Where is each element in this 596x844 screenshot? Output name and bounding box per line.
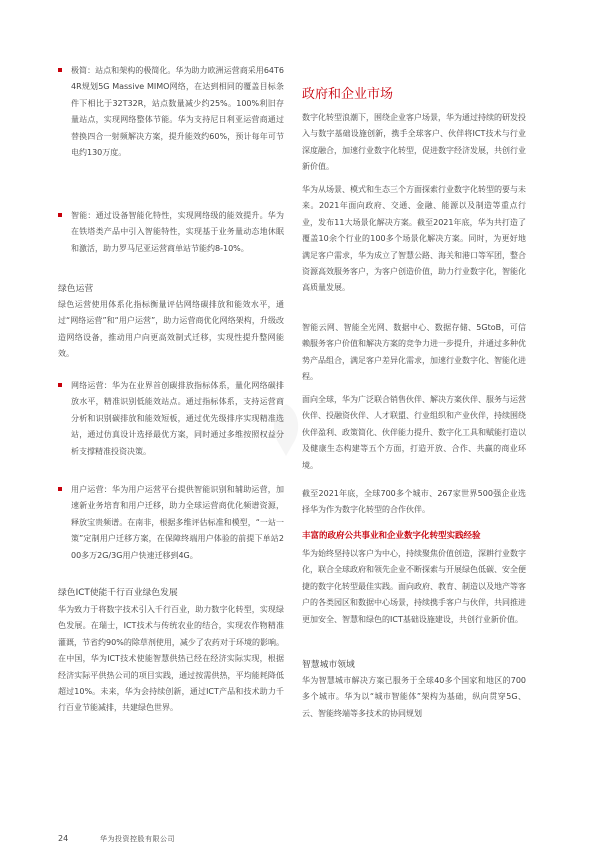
bullet-text: 用户运营：华为用户运营平台提供智能识别和辅助运营，加速新业务培育和用户迁移，助力全球运营商优化频谱资源，释放宝贵频谱。在南非，根据多维评估标准和模型，“一站一策”定制用户迁移方案，在保障终端用户体验的前提下单站200多万2G/3G用户快速迁移到4G。: [71, 485, 284, 560]
paragraph-customers: 截至2021年底，全球700多个城市、267家世界500强企业选择华为作为数字化转型的合作伙伴。: [302, 489, 526, 515]
green-ict-body: 华为致力于将数字技术引入千行百业，助力数字化转型，实现绿色发展。在瑞士，ICT技术与传统农业的结合，实现农作物精准灌溉，节省约90%的除草剂使用，减少了农药对于环境的影响。在中国，华为ICT技术使能智慧供热已经在经济实际实现，根据经济实际平供热公司的项目实践，通过按需供热，平均能耗降低超过10%。未来，华为会持续创新，通过ICT产品和技术助力千行百业节能减排，共建绿色世界。: [58, 605, 284, 713]
paragraph-partners: 面向全球，华为广泛联合销售伙伴、解决方案伙伴、服务与运营伙伴、投融资伙伴、人才联盟、行业组织和产业伙伴，持续围绕伙伴盈利、政策简化、伙伴能力提升、数字化工具和赋能打造以及健康生态构建等五个方面，打造开放、合作、共赢的商业环境。: [302, 395, 526, 470]
green-operations-intro: 绿色运营使用体系化指标衡量评估网络碳排放和能效水平，通过“网络运营”和“用户运营”，助力运营商优化网络架构，升级改造网络设备，推动用户向更高效制式迁移，实现性提升整网能效。: [58, 300, 284, 359]
paragraph-digital-transformation: 数字化转型浪潮下，围绕企业客户场景，华为通过持续的研发投入与数字基础设施创新，携手全球客户、伙伴将ICT技术与行业深度融合，加速行业数字化转型，促进数字经济发展，共创行业新价值。: [302, 113, 526, 172]
heading-smart-city: 智慧城市领域: [302, 660, 355, 670]
paragraph-products: 智能云网、智能全光网、数据中心、数据存储、5GtoB，可信赖服务客户价值和解决方案的竞争力进一步提升，并通过多种优势产品组合，满足客户差异化需求，加速行业数字化、智能化进程。: [302, 323, 526, 382]
bullet-marker: [58, 213, 62, 217]
paragraph-scenario-solutions: 华为从场景、模式和生态三个方面探索行业数字化转型的要与未来。2021年面向政府、交通、金融、能源以及制造等重点行业，发布11大场景化解决方案。截至2021年底，华为共打造了覆盖10余个行业的100多个场景化解决方案。同时，为更好地满足客户需求，华为成立了智慧公路、海关和港口等军团，整合资源高效服务客户，为客户创造价值，助力行业数字化，智能化高质量发展。: [302, 185, 526, 293]
smart-city-body: 华为智慧城市解决方案已服务于全球40多个国家和地区的700多个城市。华为以“城市智能体”架构为基础，纵向贯穿5G、云、智能终端等多技术的协同规划: [302, 676, 526, 718]
bullet-text: 网络运营：华为在业界首创碳排放指标体系，量化网络碳排放水平，精准识别低能效站点。通过指标体系，支持运营商分析和识别碳排放和能效短板，通过优先级排序实现精准选站，通过仿真设计选择最优方案，同时通过多维按照权益分析支撑精准投资决策。: [71, 381, 284, 456]
bullet-item-network-ops: [58, 378, 284, 460]
page-number: 24: [58, 834, 69, 843]
bullet-text: 智能：通过设备智能化特性，实现网络级的能效提升。华为在铁塔类产品中引入智能特性，实现基于业务量动态地休眠和激活，助力罗马尼亚运营商单站节能约8-10%。: [71, 211, 284, 253]
heading-green-operations: 绿色运营: [58, 284, 94, 294]
heading-green-ict: 绿色ICT使能千行百业绿色发展: [58, 588, 178, 598]
footer-company-name: 华为投资控股有限公司: [100, 835, 175, 843]
section-title: 政府和企业市场: [302, 87, 394, 102]
bullet-marker: [58, 383, 62, 387]
bullet-marker: [58, 68, 62, 72]
bullet-marker: [58, 487, 62, 491]
paragraph-practice: 华为始终坚持以客户为中心，持续聚焦价值创造，深耕行业数字化，联合全球政府和领先企业不断探索与开展绿色低碳、安全便捷的数字化转型最佳实践。面向政府、教育、制造以及地产等客户的各类园区和数据中心场景，持续携手客户与伙伴，共同推进更加安全、智慧和绿色的ICT基础设施建设，共创行业新价值。: [302, 549, 526, 624]
bullet-item-simplify: [58, 63, 284, 161]
red-subheading: 丰富的政府公共事业和企业数字化转型实践经验: [302, 531, 481, 541]
bullet-item-intelligent: [58, 208, 284, 257]
bullet-text: 极简：站点和架构的极简化。华为助力欧洲运营商采用64T64R规划5G Massive MIMO网络，在达到相同的覆盖目标条件下相比于32T32R，站点数量减少约25%。100%利旧存量站点，实现网络整体节能。华为支持尼日利亚运营商通过替换四合一射频解决方案，提升能效约60%，预计每年可节电约130万度。: [71, 66, 284, 158]
bullet-item-user-ops: [58, 482, 284, 564]
